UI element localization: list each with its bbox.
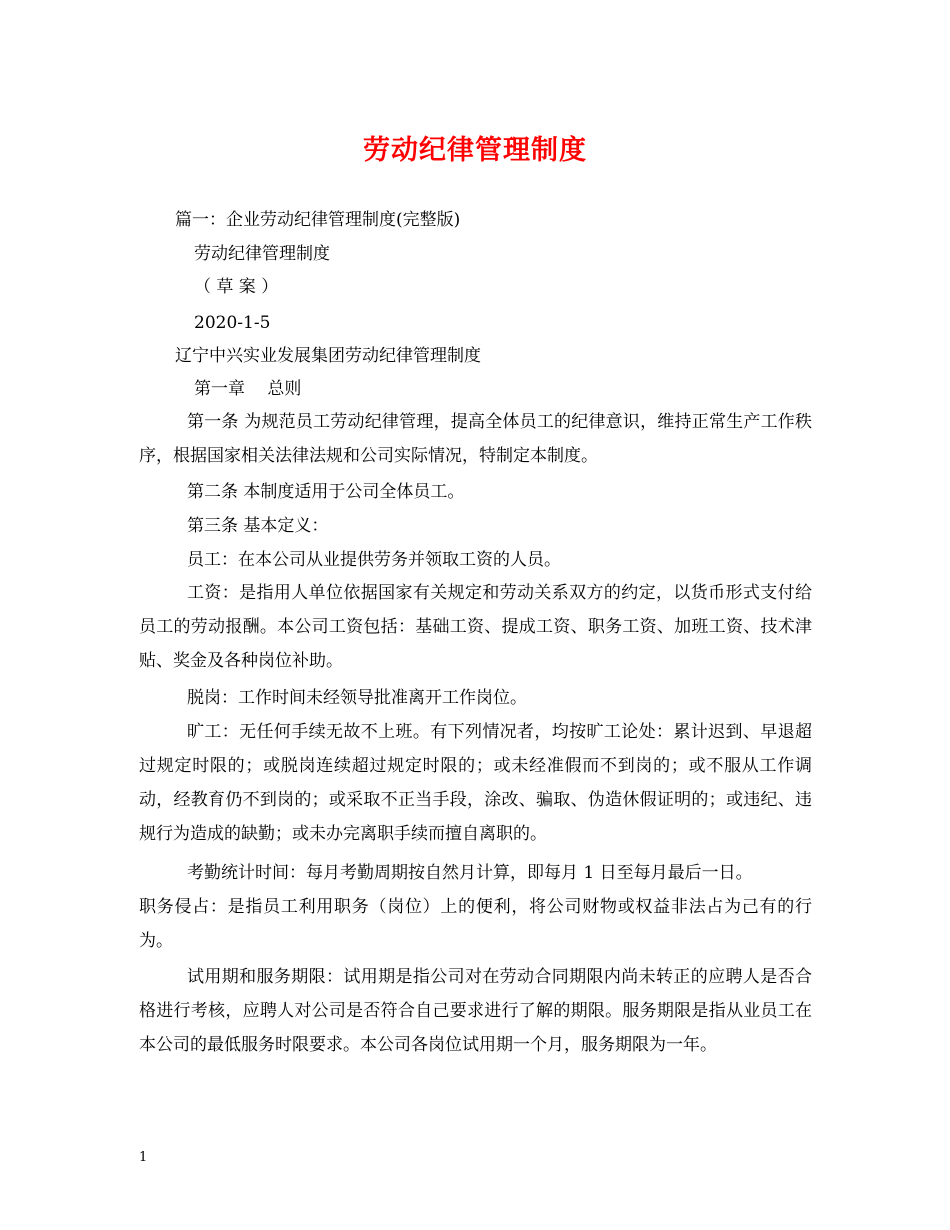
- article-3: 第三条 基本定义：: [187, 516, 329, 536]
- definition-attendance-period: 考勤统计时间：每月考勤周期按自然月计算，即每月 1 日至每月最后一日。: [187, 863, 753, 883]
- definition-employee: 员工：在本公司从业提供劳务并领取工资的人员。: [187, 550, 561, 570]
- article-1: 第一条 为规范员工劳动纪律管理，提高全体员工的纪律意识，维持正常生产工作秩序，根据国家相关法律法规和公司实际情况，特制定本制度。: [139, 412, 812, 466]
- part-heading: 篇一：企业劳动纪律管理制度(完整版): [175, 210, 461, 230]
- definition-probation: 试用期和服务期限：试用期是指公司对在劳动合同期限内尚未转正的应聘人是否合格进行考核，应聘人对公司是否符合自己要求进行了解的期限。服务期限是指从业员工在本公司的最低服务时限要求。本公司各岗位试用期一个月，服务期限为一年。: [139, 967, 812, 1055]
- definition-wage: 工资：是指用人单位依据国家有关规定和劳动关系双方的约定，以货币形式支付给员工的劳动报酬。本公司工资包括：基础工资、提成工资、职务工资、加班工资、技术津贴、奖金及各种岗位补助。: [139, 583, 812, 671]
- article-2: 第二条 本制度适用于公司全体员工。: [187, 482, 465, 502]
- page-number: 1: [139, 1150, 148, 1165]
- subtitle: 劳动纪律管理制度: [194, 244, 330, 264]
- organization-title: 辽宁中兴实业发展集团劳动纪律管理制度: [175, 346, 481, 366]
- document-title: 劳动纪律管理制度: [363, 135, 587, 166]
- definition-absenteeism: 旷工：无任何手续无故不上班。有下列情况者，均按旷工论处：累计迟到、早退超过规定时限的；或脱岗连续超过规定时限的；或未经准假而不到岗的；或不服从工作调动，经教育仍不到岗的；或采取不正当手段，涂改、骗取、伪造休假证明的；或违纪、违规行为造成的缺勤；或未办完离职手续而擅自离职的。: [139, 722, 812, 844]
- draft-mark: （ 草 案 ）: [194, 277, 279, 297]
- definition-leave-post: 脱岗：工作时间未经领导批准离开工作岗位。: [187, 688, 527, 708]
- chapter-heading: 第一章 总则: [194, 379, 302, 399]
- definition-embezzlement: 职务侵占：是指员工利用职务（岗位）上的便利，将公司财物或权益非法占为己有的行为。: [139, 897, 812, 951]
- document-date: 2020-1-5: [194, 313, 271, 333]
